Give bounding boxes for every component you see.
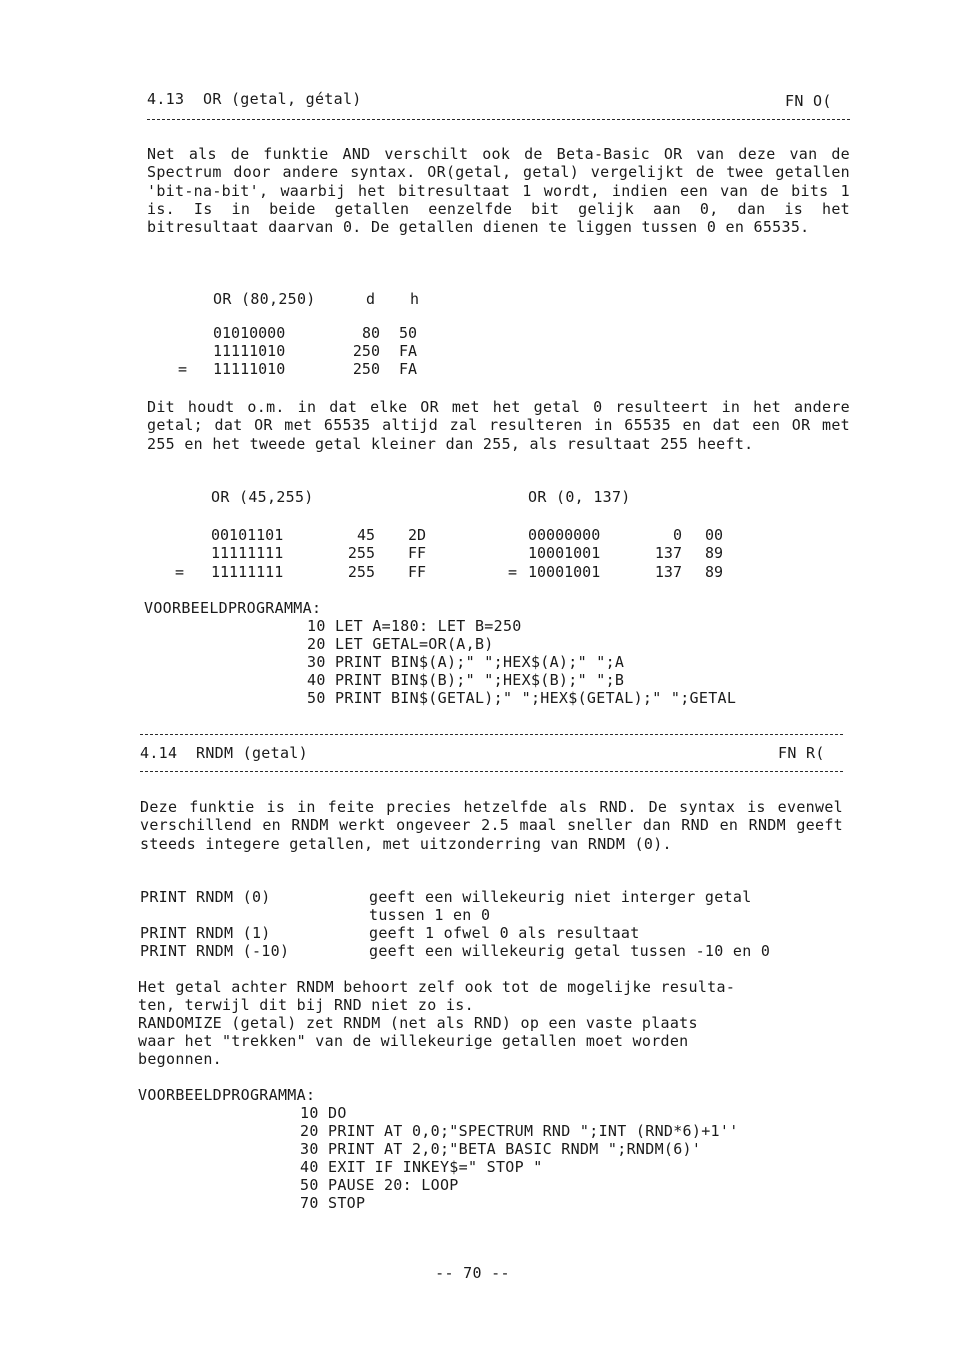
- or-row-prefix: =: [508, 563, 518, 581]
- or-row-binary: 11111111: [211, 544, 284, 562]
- or-row-binary: 10001001: [528, 563, 601, 581]
- or-row-decimal: 137: [654, 563, 682, 581]
- definition-description-continued: tussen 1 en 0: [369, 906, 491, 924]
- program-line: 50 PAUSE 20: LOOP: [300, 1176, 459, 1194]
- or-row-decimal: 255: [347, 544, 375, 562]
- or-row-decimal: 250: [352, 342, 380, 360]
- section-title-or: 4.13 OR (getal, gétal): [147, 90, 362, 108]
- or-row-prefix: =: [175, 563, 185, 581]
- program-line: 20 PRINT AT 0,0;"SPECTRUM RND ";INT (RND*6)+1'': [300, 1122, 739, 1140]
- or-row-decimal: 45: [356, 526, 375, 544]
- section-function-code-or: FN O(: [785, 92, 832, 110]
- definition-description: geeft een willekeurig niet interger getal: [369, 888, 752, 906]
- or-row-prefix: =: [178, 360, 188, 378]
- or-row-hex: FF: [408, 544, 427, 562]
- or-row-binary: 00101101: [211, 526, 284, 544]
- or-row-decimal: 137: [654, 544, 682, 562]
- program-line: 30 PRINT AT 2,0;"BETA BASIC RNDM ";RNDM(6)': [300, 1140, 702, 1158]
- or-row-binary: 11111111: [211, 563, 284, 581]
- or-row-hex: 00: [705, 526, 724, 544]
- program-line: 40 PRINT BIN$(B);" ";HEX$(B);" ";B: [307, 671, 625, 689]
- program-line: 70 STOP: [300, 1194, 366, 1212]
- example-or-80-250-title: OR (80,250): [213, 290, 316, 308]
- or-row-hex: FF: [408, 563, 427, 581]
- definition-term: PRINT RNDM (0): [140, 888, 271, 906]
- or-row-decimal: 250: [352, 360, 380, 378]
- example-or-0-137-title: OR (0, 137): [528, 488, 631, 506]
- or-row-hex: 89: [705, 544, 724, 562]
- program-line: 40 EXIT IF INKEY$=" STOP ": [300, 1158, 543, 1176]
- definition-description: geeft 1 ofwel 0 als resultaat: [369, 924, 640, 942]
- or-row-binary: 11111010: [213, 342, 286, 360]
- program-label: VOORBEELDPROGRAMMA:: [144, 599, 322, 617]
- or-middle-paragraph: Dit houdt o.m. in dat elke OR met het getal 0 resulteert in het andere getal; dat OR met 65535 altijd zal resulteren in 65535 en dat een OR met 255 en het tweede getal kleiner dan 255, als resultaat 255 heeft.: [147, 398, 850, 453]
- program-line: 30 PRINT BIN$(A);" ";HEX$(A);" ";A: [307, 653, 625, 671]
- program-line: 50 PRINT BIN$(GETAL);" ";HEX$(GETAL);" ";GETAL: [307, 689, 737, 707]
- or-row-decimal: 255: [347, 563, 375, 581]
- example-or-45-255-title: OR (45,255): [211, 488, 314, 506]
- or-row-hex: 50: [399, 324, 418, 342]
- rndm-closing-line: waar het "trekken" van de willekeurige getallen moet worden: [138, 1032, 689, 1050]
- definition-term: PRINT RNDM (1): [140, 924, 271, 942]
- page-number: -- 70 --: [435, 1264, 510, 1282]
- rndm-closing-line: begonnen.: [138, 1050, 222, 1068]
- section-divider-bottom: [140, 771, 843, 772]
- section-function-code-rndm: FN R(: [778, 744, 825, 762]
- section-divider-top: [140, 734, 843, 735]
- or-row-decimal: 80: [361, 324, 380, 342]
- or-row-binary: 00000000: [528, 526, 601, 544]
- or-row-binary: 10001001: [528, 544, 601, 562]
- rndm-closing-line: Het getal achter RNDM behoort zelf ook tot de mogelijke resulta-: [138, 978, 736, 996]
- or-row-binary: 11111010: [213, 360, 286, 378]
- rndm-closing-line: RANDOMIZE (getal) zet RNDM (net als RND) op een vaste plaats: [138, 1014, 698, 1032]
- rndm-closing-line: ten, terwijl dit bij RND niet zo is.: [138, 996, 474, 1014]
- section-title-rndm: 4.14 RNDM (getal): [140, 744, 308, 762]
- or-row-hex: 89: [705, 563, 724, 581]
- program-label: VOORBEELDPROGRAMMA:: [138, 1086, 316, 1104]
- or-row-binary: 01010000: [213, 324, 286, 342]
- column-d-label: d: [366, 290, 376, 308]
- definition-description: geeft een willekeurig getal tussen -10 en 0: [369, 942, 771, 960]
- or-intro-paragraph: Net als de funktie AND verschilt ook de Beta-Basic OR van deze van de Spectrum door andere syntax. OR(getal, getal) vergelijkt de twee getallen 'bit-na-bit', waarbij het bitresultaat 1 wordt, indien een van de bits 1 is. Is in beide getallen eenzelfde bit gelijk aan 0, dan is het bitresultaat daarvan 0. De getallen dienen te liggen tussen 0 en 65535.: [147, 145, 850, 237]
- column-h-label: h: [410, 290, 420, 308]
- header-divider: [147, 119, 850, 120]
- program-line: 10 DO: [300, 1104, 347, 1122]
- program-line: 10 LET A=180: LET B=250: [307, 617, 522, 635]
- program-line: 20 LET GETAL=OR(A,B): [307, 635, 494, 653]
- or-row-hex: FA: [399, 360, 418, 378]
- or-row-hex: 2D: [408, 526, 427, 544]
- rndm-intro-paragraph: Deze funktie is in feite precies hetzelfde als RND. De syntax is evenwel verschillend en RNDM werkt ongeveer 2.5 maal sneller dan RND en RNDM geeft steeds integere getallen, met uitzonderring van RNDM (0).: [140, 798, 843, 853]
- or-row-hex: FA: [399, 342, 418, 360]
- or-row-decimal: 0: [672, 526, 682, 544]
- definition-term: PRINT RNDM (-10): [140, 942, 290, 960]
